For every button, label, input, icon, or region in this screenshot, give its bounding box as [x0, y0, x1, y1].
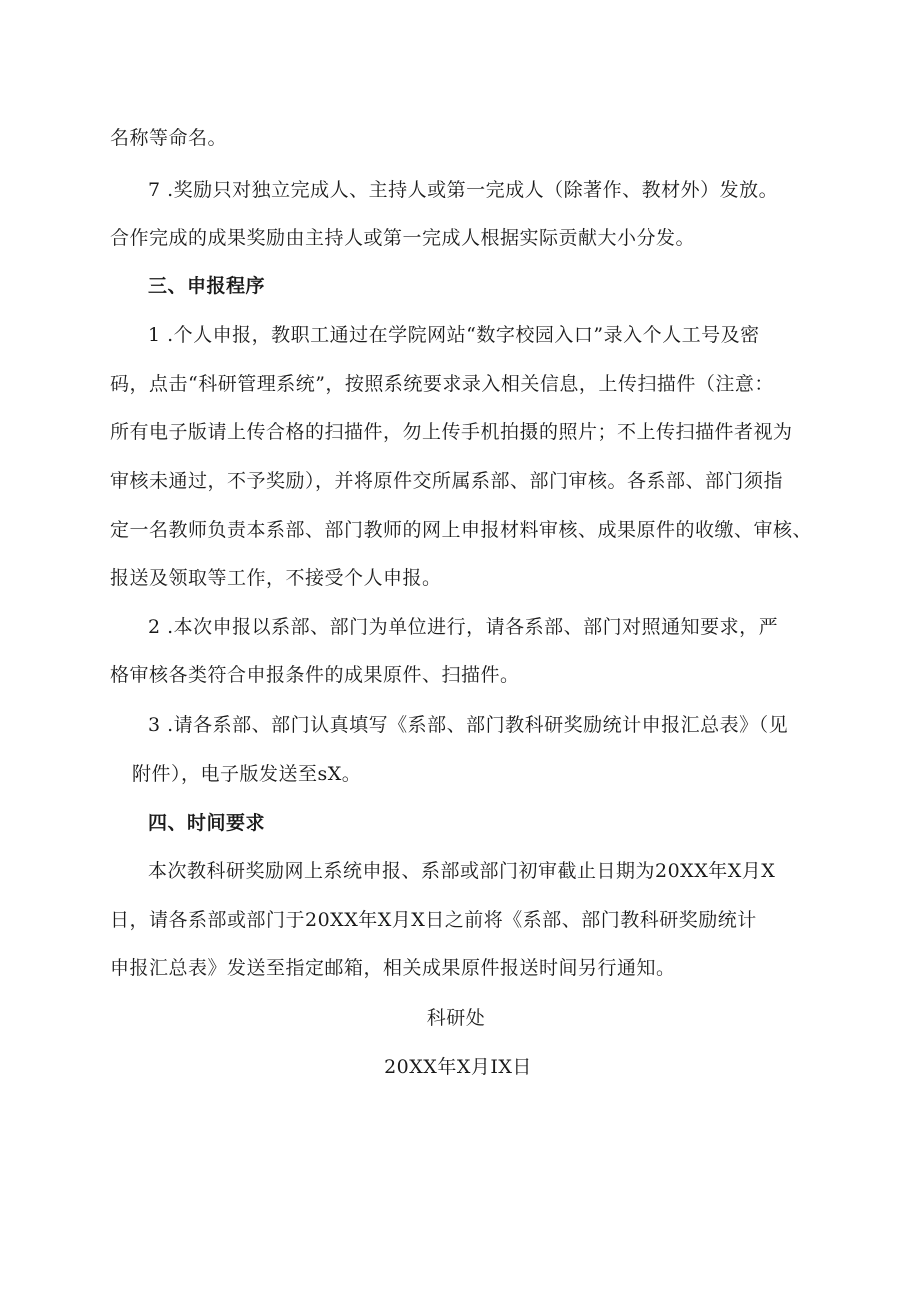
procedure-1-line-3: 所有电子版请上传合格的扫描件，勿上传手机拍摄的照片；不上传扫描件者视为	[110, 421, 793, 443]
procedure-1-line-6: 报送及领取等工作，不接受个人申报。	[110, 567, 442, 589]
procedure-2-line-2: 格审核各类符合申报条件的成果原件、扫描件。	[110, 664, 520, 686]
paragraph-6-continuation: 名称等命名。	[110, 127, 228, 149]
procedure-1-line-1: 1 .个人申报，教职工通过在学院网站“数字校园入口”录入个人工号及密	[148, 324, 760, 346]
paragraph-7-line-1: 7 .奖励只对独立完成人、主持人或第一完成人（除著作、教材外）发放。	[148, 179, 779, 201]
signature-organization: 科研处	[426, 1007, 486, 1029]
time-paragraph-line-3: 申报汇总表》发送至指定邮箱，相关成果原件报送时间另行通知。	[110, 957, 676, 979]
section-heading-application-procedure: 三、申报程序	[148, 275, 266, 297]
procedure-1-line-2: 码，点击“科研管理系统”，按照系统要求录入相关信息，上传扫描件（注意：	[110, 373, 774, 395]
section-heading-time-requirements: 四、时间要求	[148, 812, 266, 834]
signature-date: 20XX年X月IX日	[384, 1056, 532, 1078]
procedure-1-line-5: 定一名教师负责本系部、部门教师的网上申报材料审核、成果原件的收缴、审核、	[110, 519, 813, 541]
paragraph-7-line-2: 合作完成的成果奖励由主持人或第一完成人根据实际贡献大小分发。	[110, 227, 696, 249]
time-paragraph-line-2: 日，请各系部或部门于20XX年X月X日之前将《系部、部门教科研奖励统计	[110, 909, 757, 931]
procedure-2-line-1: 2 .本次申报以系部、部门为单位进行，请各系部、部门对照通知要求，严	[148, 616, 779, 638]
procedure-1-line-4: 审核未通过，不予奖励），并将原件交所属系部、部门审核。各系部、部门须指	[110, 470, 784, 492]
procedure-3-line-2: 附件），电子版发送至sX。	[132, 763, 362, 785]
procedure-3-line-1: 3 .请各系部、部门认真填写《系部、部门教科研奖励统计申报汇总表》（见	[148, 714, 789, 736]
time-paragraph-line-1: 本次教科研奖励网上系统申报、系部或部门初审截止日期为20XX年X月X	[148, 860, 776, 882]
